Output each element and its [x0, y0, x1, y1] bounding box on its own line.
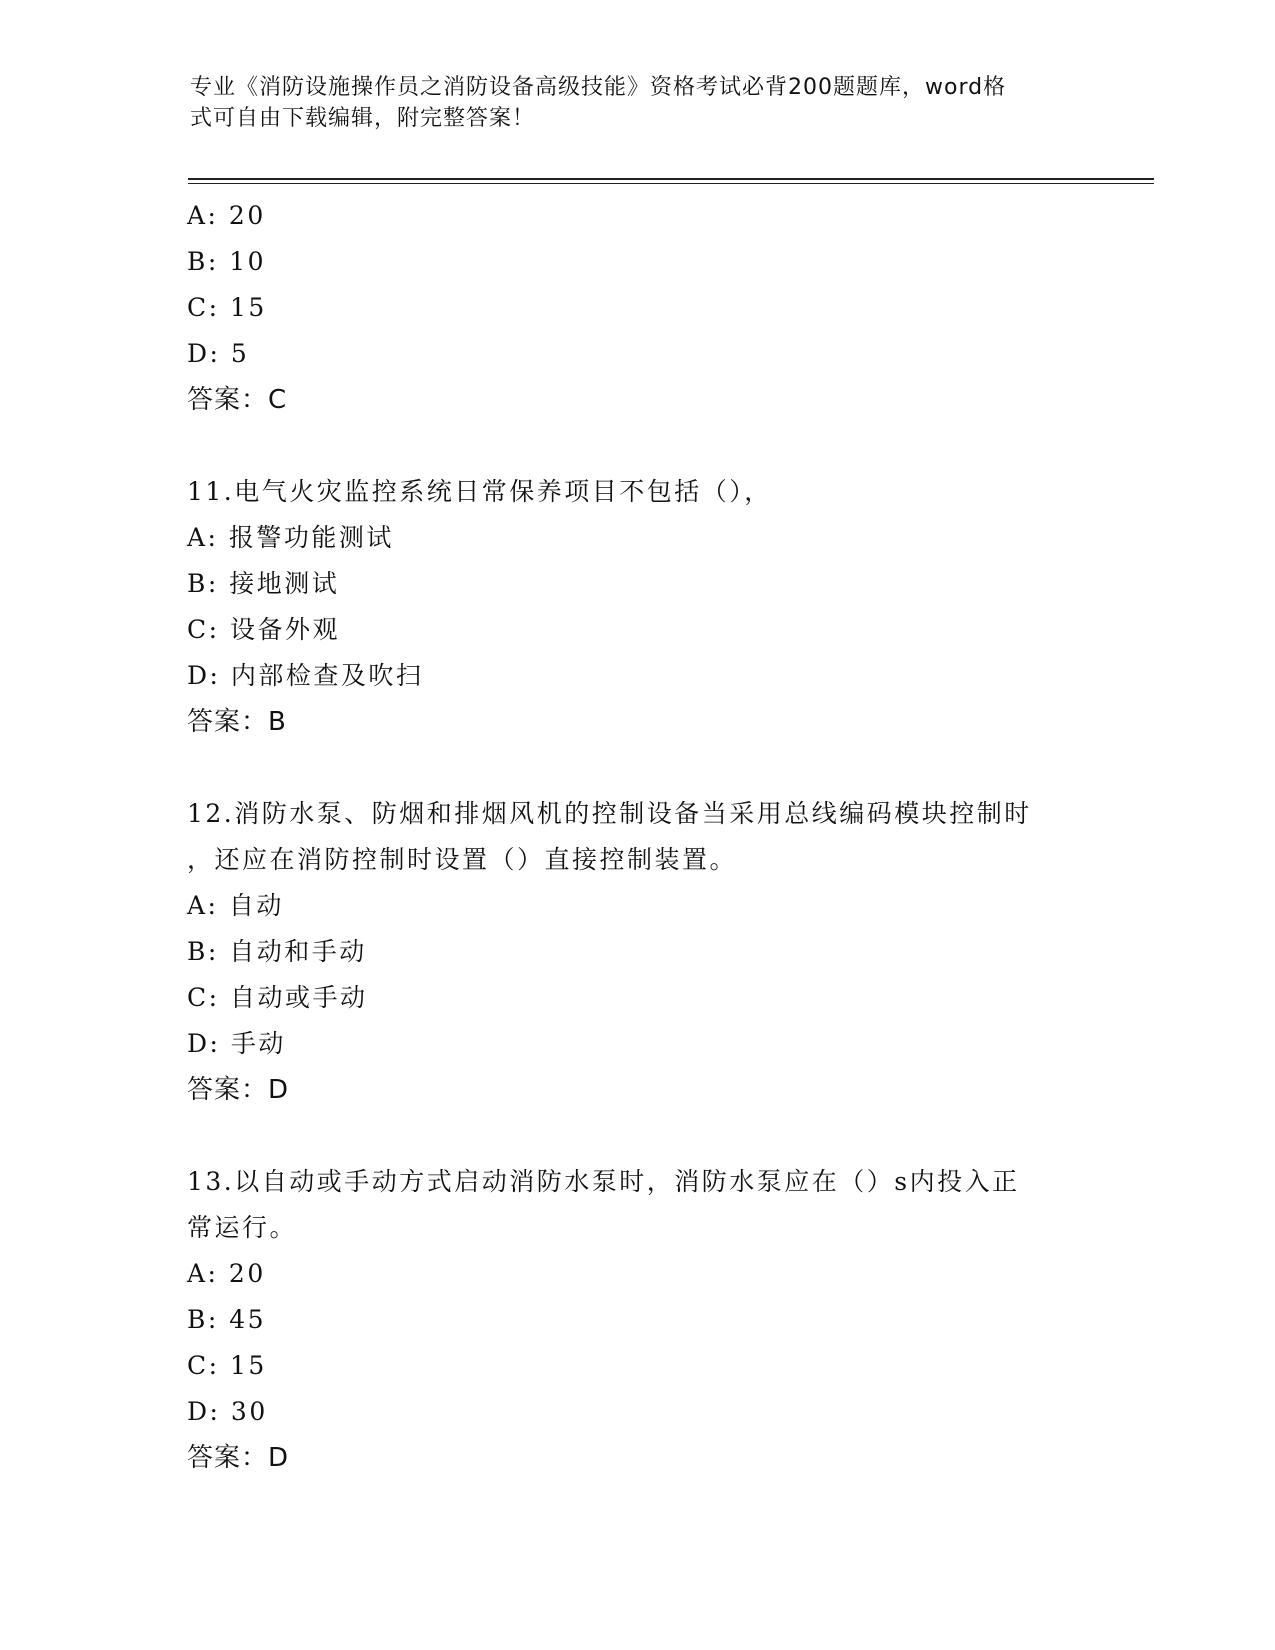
option-b: B: 10 — [187, 247, 267, 276]
option-b: B: 接地测试 — [187, 569, 340, 598]
document-header — [190, 72, 1070, 134]
answer-line: 答案：B — [187, 707, 287, 737]
option-d: D: 手动 — [187, 1029, 286, 1058]
header-rule-thick — [188, 178, 1154, 180]
question-text-line-1: 12.消防水泵、防烟和排烟风机的控制设备当采用总线编码模块控制时 — [187, 799, 1032, 828]
question-block-10 — [187, 193, 1087, 423]
header-rule-thin — [188, 183, 1154, 184]
question-block-12 — [187, 791, 1087, 1113]
answer-line: 答案：D — [187, 1443, 290, 1473]
option-b: B: 自动和手动 — [187, 937, 367, 966]
option-a: A: 20 — [187, 1259, 266, 1288]
answer-line: 答案：C — [187, 385, 288, 415]
option-c: C: 15 — [187, 293, 267, 322]
header-line-1: 专业《消防设施操作员之消防设备高级技能》资格考试必背200题题库，word格 — [190, 75, 1007, 100]
answer-line: 答案：D — [187, 1075, 290, 1105]
option-c: C: 15 — [187, 1351, 267, 1380]
spacer — [187, 423, 1087, 469]
option-d: D: 内部检查及吹扫 — [187, 661, 424, 690]
question-text-line-2: ，还应在消防控制时设置（）直接控制装置。 — [187, 845, 738, 874]
option-a: A: 报警功能测试 — [187, 523, 394, 552]
option-a: A: 自动 — [187, 891, 284, 920]
option-d: D: 30 — [187, 1397, 268, 1426]
question-block-13 — [187, 1159, 1087, 1481]
question-block-11 — [187, 469, 1087, 745]
spacer — [187, 1113, 1087, 1159]
question-text: 11.电气火灾监控系统日常保养项目不包括（）， — [187, 477, 772, 506]
question-text-line-1: 13.以自动或手动方式启动消防水泵时，消防水泵应在（）s内投入正 — [187, 1167, 1020, 1196]
option-c: C: 设备外观 — [187, 615, 340, 644]
option-c: C: 自动或手动 — [187, 983, 368, 1012]
spacer — [187, 745, 1087, 791]
option-a: A: 20 — [187, 201, 266, 230]
option-d: D: 5 — [187, 339, 250, 368]
header-line-2: 式可自由下载编辑，附完整答案！ — [190, 106, 536, 131]
question-list — [187, 193, 1087, 1481]
option-b: B: 45 — [187, 1305, 267, 1334]
question-text-line-2: 常运行。 — [187, 1213, 298, 1242]
